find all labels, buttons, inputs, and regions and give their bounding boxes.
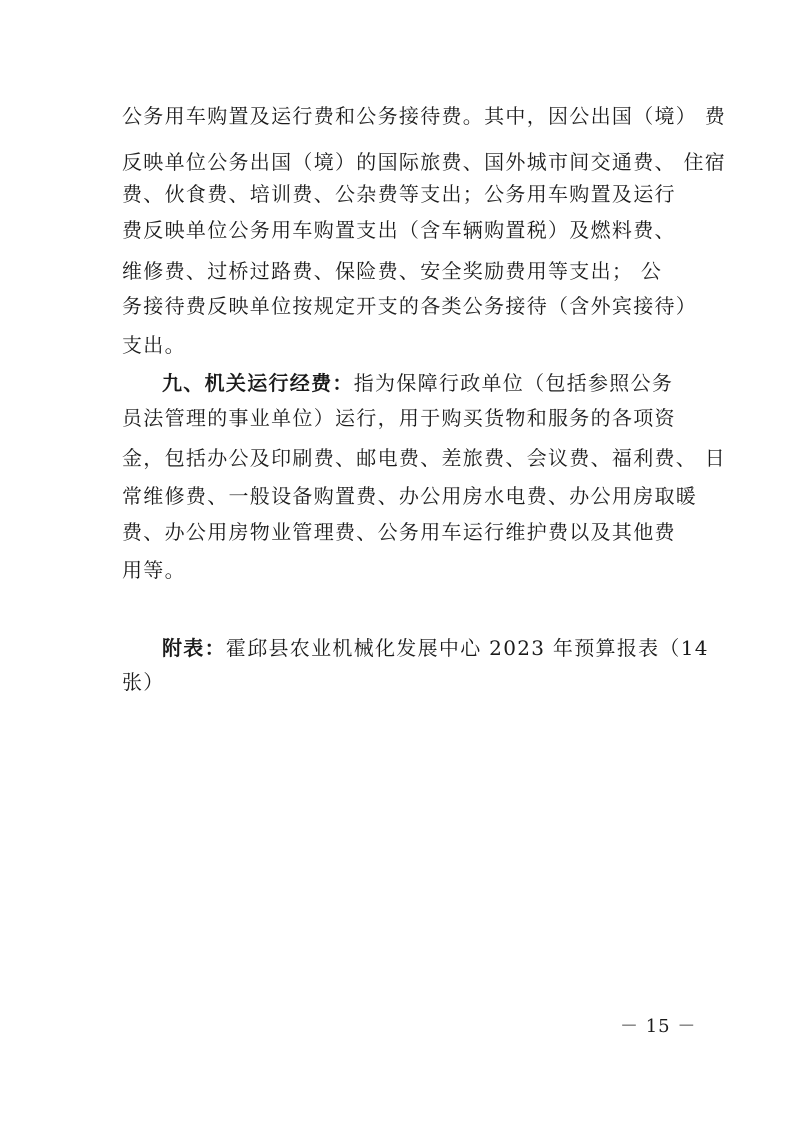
section-nine-heading: 九、机关运行经费： <box>162 371 354 395</box>
body-text-line: 费、伙食费、培训费、公杂费等支出；公务用车购置及运行 <box>122 182 676 206</box>
body-text-line: 用等。 <box>122 558 186 582</box>
body-text-line: 维修费、过桥过路费、保险费、安全奖励费用等支出； 公 <box>122 259 663 283</box>
attachment-second-line: 张） <box>122 670 165 694</box>
body-text-line: 反映单位公务出国（境）的国际旅费、国外城市间交通费、 住宿 <box>122 150 727 174</box>
section-nine-text: 指为保障行政单位（包括参照公务 <box>353 371 674 395</box>
section-nine-first-line <box>162 371 673 395</box>
page-number: － 15 － <box>620 1016 697 1037</box>
body-text-line: 常维修费、一般设备购置费、办公用房水电费、办公用房取暖 <box>122 484 698 508</box>
body-text-line: 费反映单位公务用车购置支出（含车辆购置税）及燃料费、 <box>122 218 676 242</box>
body-text-line: 支出。 <box>122 333 186 357</box>
body-text-line: 费、办公用房物业管理费、公务用车运行维护费以及其他费 <box>122 520 676 544</box>
body-text-line: 公务用车购置及运行费和公务接待费。其中，因公出国（境） 费 <box>122 104 727 128</box>
body-text-line: 务接待费反映单位按规定开支的各类公务接待（含外宾接待） <box>122 294 698 318</box>
body-text-line: 金，包括办公及印刷费、邮电费、差旅费、会议费、福利费、 日 <box>122 446 727 470</box>
attachment-text: 霍邱县农业机械化发展中心 2023 年预算报表（14 <box>225 636 709 660</box>
body-text-line: 员法管理的事业单位）运行，用于购买货物和服务的各项资 <box>122 406 676 430</box>
attachment-first-line <box>162 636 709 660</box>
attachment-label: 附表： <box>162 636 226 660</box>
